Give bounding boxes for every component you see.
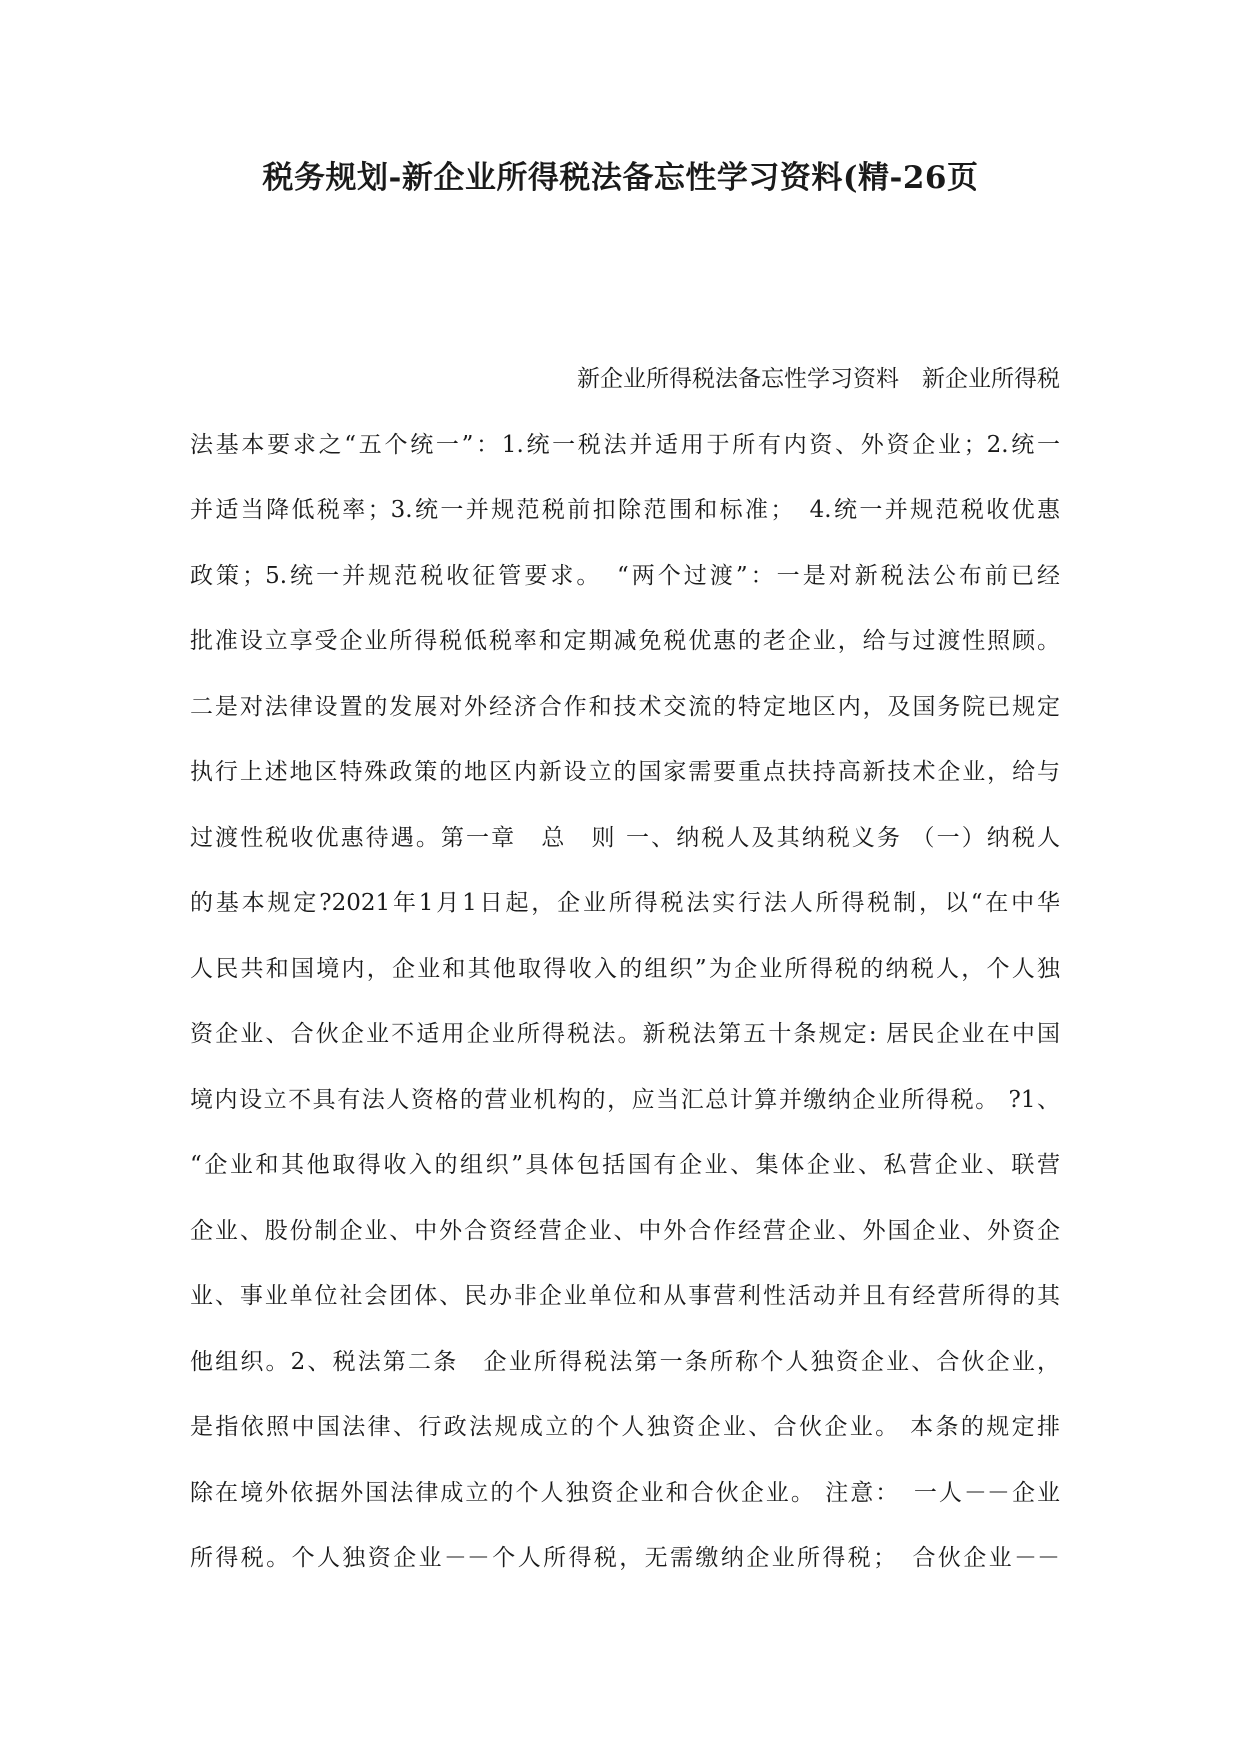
body-line: 执行上述地区特殊政策的地区内新设立的国家需要重点扶持高新技术企业，给与 bbox=[190, 759, 1060, 785]
body-line: 人民共和国境内，企业和其他取得收入的组织”为企业所得税的纳税人，个人独 bbox=[190, 955, 1060, 982]
body-line: 的基本规定?2021年1月1日起，企业所得税法实行法人所得税制，以“在中华 bbox=[190, 890, 1060, 916]
body-line: 政策；5.统一并规范税收征管要求。 “两个过渡”：一是对新税法公布前已经 bbox=[190, 562, 1060, 589]
document-body bbox=[190, 358, 1060, 1603]
body-line: 是指依照中国法律、行政法规成立的个人独资企业、合伙企业。 本条的规定排 bbox=[190, 1414, 1060, 1440]
body-line: 除在境外依据外国法律成立的个人独资企业和合伙企业。 注意： 一人－－企业 bbox=[190, 1479, 1060, 1506]
body-line: 法基本要求之“五个统一”：1.统一税法并适用于所有内资、外资企业；2.统一 bbox=[190, 431, 1060, 458]
body-line: 所得税。个人独资企业－－个人所得税，无需缴纳企业所得税； 合伙企业－－ bbox=[190, 1545, 1060, 1571]
body-line: 他组织。2、税法第二条 企业所得税法第一条所称个人独资企业、合伙企业， bbox=[190, 1348, 1060, 1375]
body-line: 境内设立不具有法人资格的营业机构的，应当汇总计算并缴纳企业所得税。 ?1、 bbox=[190, 1086, 1060, 1113]
body-line: 新企业所得税法备忘性学习资料 新企业所得税 bbox=[577, 366, 1060, 392]
body-line: 企业、股份制企业、中外合资经营企业、中外合作经营企业、外国企业、外资企 bbox=[190, 1217, 1060, 1244]
body-line: 并适当降低税率；3.统一并规范税前扣除范围和标准； 4.统一并规范税收优惠 bbox=[190, 497, 1060, 523]
body-line: 批准设立享受企业所得税低税率和定期减免税优惠的老企业，给与过渡性照顾。 bbox=[190, 628, 1060, 654]
body-line: 二是对法律设置的发展对外经济合作和技术交流的特定地区内，及国务院已规定 bbox=[190, 693, 1060, 720]
document-title: 税务规划-新企业所得税法备忘性学习资料(精-26页 bbox=[262, 160, 979, 196]
body-line: “企业和其他取得收入的组织”具体包括国有企业、集体企业、私营企业、联营 bbox=[190, 1152, 1060, 1178]
body-line: 业、事业单位社会团体、民办非企业单位和从事营利性活动并且有经营所得的其 bbox=[190, 1283, 1060, 1309]
body-line: 资企业、合伙企业不适用企业所得税法。新税法第五十条规定: 居民企业在中国 bbox=[190, 1021, 1060, 1047]
body-line: 过渡性税收优惠待遇。第一章 总 则 一、纳税人及其纳税义务 （一）纳税人 bbox=[190, 824, 1060, 851]
